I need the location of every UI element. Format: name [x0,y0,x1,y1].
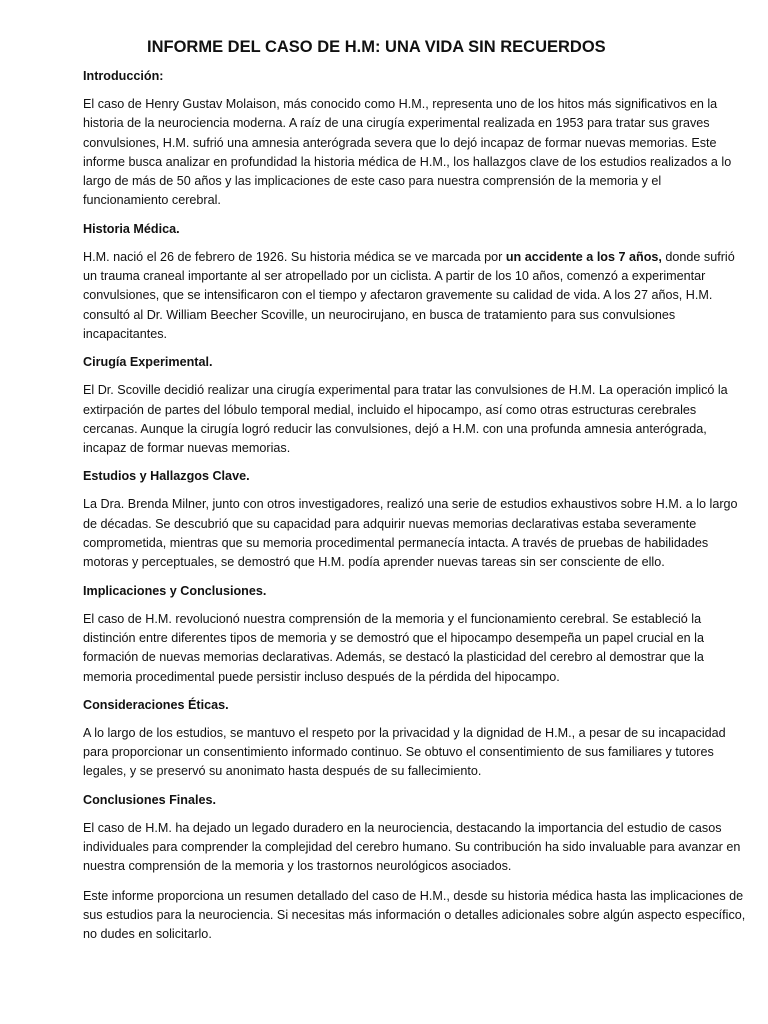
section-heading-cirugia-experimental: Cirugía Experimental. [83,355,213,370]
paragraph-introduccion: El caso de Henry Gustav Molaison, más conocido como H.M., representa uno de los hitos más significativos en la historia de la neurociencia moderna. A raíz de una cirugía experimental realizada en 1953 para tratar sus graves convulsiones, H.M. sufrió una amnesia anterógrada severa que lo dejó incapaz de formar nuevas memorias. Este informe busca analizar en profundidad la historia médica de H.M., los hallazgos clave de los estudios realizados a lo largo de más de 50 años y las implicaciones de este caso para nuestra comprensión de la memoria y el funcionamiento cerebral. [83,97,732,208]
paragraph-conclusiones-finales: El caso de H.M. ha dejado un legado duradero en la neurociencia, destacando la importancia del estudio de casos individuales para comprender la complejidad del cerebro humano. Su contribución ha sido invaluable para avanzar en nuestra comprensión de la memoria y los trastornos neurológicos asociados. [83,820,741,874]
paragraph-cirugia-experimental: El Dr. Scoville decidió realizar una cirugía experimental para tratar las convulsiones de H.M. La operación implicó la extirpación de partes del lóbulo temporal medial, incluido el hipocampo, así como otras estructuras cerebrales cercanas. Aunque la cirugía logró reducir las convulsiones, dejó a H.M. con una profunda amnesia anterógrada, incapaz de formar nuevas memorias. [83,383,728,456]
section-heading-implicaciones: Implicaciones y Conclusiones. [83,583,267,598]
paragraph-resumen-final: Este informe proporciona un resumen detallado del caso de H.M., desde su historia médica hasta las implicaciones de sus estudios para la neurociencia. Si necesitas más información o detalles adicionales sobre algún aspecto específico, no dudes en solicitarlo. [83,888,746,942]
section-heading-historia-medica: Historia Médica. [83,221,180,236]
paragraph-text: H.M. nació el 26 de febrero de 1926. Su historia médica se ve marcada por [83,249,506,264]
section-heading-consideraciones-eticas: Consideraciones Éticas. [83,697,229,712]
paragraph-estudios-hallazgos: La Dra. Brenda Milner, junto con otros investigadores, realizó una serie de estudios exhaustivos sobre H.M. a lo largo de décadas. Se descubrió que su capacidad para adquirir nuevas memorias declarativas estaba severamente comprometida, mientras que su memoria procedimental permanecía intacta. A través de pruebas de habilidades motoras y perceptuales, se demostró que H.M. podía aprender nuevas tareas sin ser consciente de ello. [83,497,738,570]
paragraph-implicaciones: El caso de H.M. revolucionó nuestra comprensión de la memoria y el funcionamiento cerebral. Se estableció la distinción entre diferentes tipos de memoria y se demostró que el hipocampo desempeña un papel crucial en la formación de nuevas memorias declarativas. Además, se destacó la plasticidad del cerebro al demostrar que la memoria procedimental puede persistir incluso después de la pérdida del hipocampo. [83,611,704,684]
paragraph-historia-medica [83,248,750,344]
bold-emphasis: un accidente a los 7 años, [505,249,662,264]
paragraph-consideraciones-eticas: A lo largo de los estudios, se mantuvo el respeto por la privacidad y la dignidad de H.M., a pesar de su incapacidad para proporcionar un consentimiento informado continuo. Se obtuvo el consentimiento de sus familiares y tutores legales, y se preservó su anonimato hasta después de su fallecimiento. [83,725,726,779]
section-heading-estudios-hallazgos: Estudios y Hallazgos Clave. [83,469,250,484]
section-heading-conclusiones-finales: Conclusiones Finales. [83,792,216,807]
paragraph-text: donde sufrió un trauma craneal importante al ser atropellado por un ciclista. A partir de los 10 años, comenzó a experimentar convulsiones, que se intensificaron con el tiempo y afectaron gravemente su calidad de vida. A los 27 años, H.M. consultó al Dr. William Beecher Scoville, un neurocirujano, en busca de tratamiento para sus convulsiones incapacitantes. [83,249,735,341]
section-heading-introduccion: Introducción: [83,69,164,83]
document-title: INFORME DEL CASO DE H.M: UNA VIDA SIN RECUERDOS [147,38,606,56]
